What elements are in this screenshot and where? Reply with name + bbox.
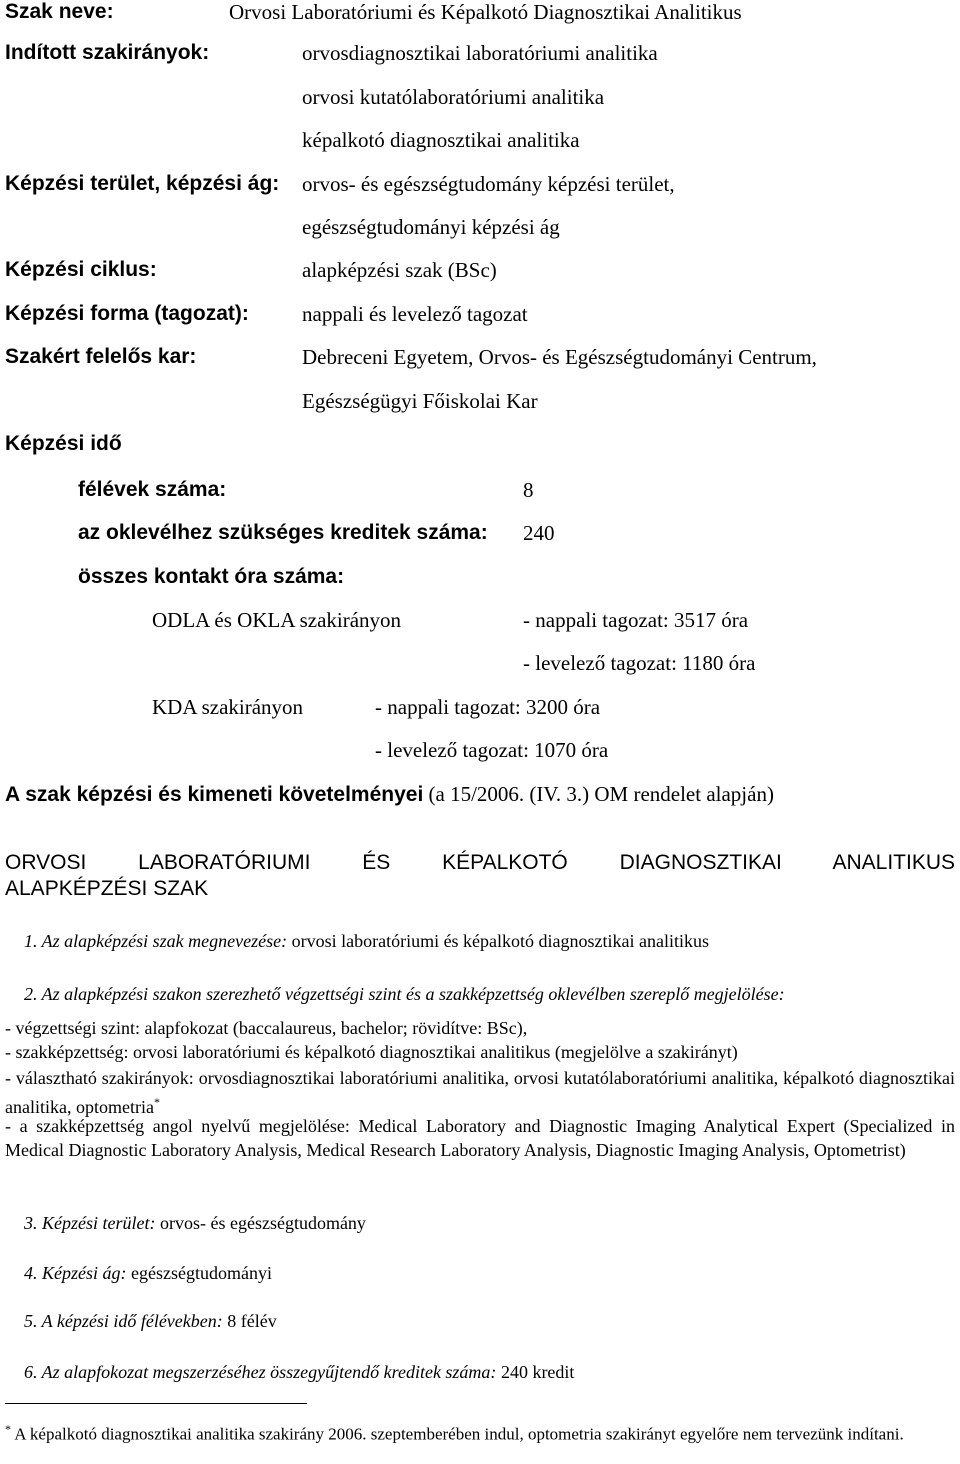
- credits-label: az oklevélhez szükséges kreditek száma:: [78, 521, 488, 544]
- spec-label: Indított szakirányok:: [5, 41, 210, 64]
- caps-title-line1: ORVOSI LABORATÓRIUMI ÉS KÉPALKOTÓ DIAGNOSZTIKAI ANALITIKUS: [5, 851, 955, 874]
- area-label: Képzési terület, képzési ág:: [5, 172, 280, 195]
- spec-item: orvosdiagnosztikai laboratóriumi analitika: [302, 41, 658, 65]
- contact-label: összes kontakt óra száma:: [78, 565, 345, 588]
- bullet-specializations: [5, 1066, 955, 1119]
- footnote-mark: *: [5, 1422, 11, 1436]
- cycle-value: alapképzési szak (BSc): [302, 258, 497, 282]
- item-3: [24, 1213, 366, 1234]
- name-label: Szak neve:: [5, 0, 114, 23]
- kda-corr: - levelező tagozat: 1070 óra: [375, 738, 609, 762]
- semesters-value: 8: [523, 478, 534, 502]
- spec-item: orvosi kutatólaboratóriumi analitika: [302, 85, 605, 109]
- kda-label: KDA szakirányon: [152, 695, 304, 719]
- bullet-english-name: - a szakképzettség angol nyelvű megjelölése: Medical Laboratory and Diagnostic Imaging Analytical Expert (Specialized in Medical Diagnostic Laboratory Analysis, Medical Research Laboratory Analysis, Diagnostic Imaging Analysis, Optometrist): [5, 1116, 955, 1160]
- item-5: [24, 1311, 277, 1332]
- duration-title: Képzési idő: [5, 432, 122, 455]
- item-1-value: orvosi laboratóriumi és képalkotó diagnosztikai analitikus: [287, 931, 710, 951]
- item-6: [24, 1362, 574, 1383]
- item-4-label: 4. Képzési ág:: [24, 1263, 127, 1283]
- item-3-value: orvos- és egészségtudomány: [155, 1213, 366, 1233]
- name-value: Orvosi Laboratóriumi és Képalkotó Diagnosztikai Analitikus: [229, 0, 742, 24]
- item-2-label: 2. Az alapképzési szakon szerezhető végzettségi szint és a szakképzettség oklevélben szereplő megjelölése:: [24, 984, 785, 1004]
- credits-value: 240: [523, 521, 555, 545]
- bullet-specializations-text: - választható szakirányok: orvosdiagnosztikai laboratóriumi analitika, orvosi kutatólaboratóriumi analitika, képalkotó diagnosztikai analitika, optometria: [5, 1068, 955, 1117]
- faculty-label: Szakért felelős kar:: [5, 345, 197, 368]
- cycle-label: Képzési ciklus:: [5, 258, 157, 281]
- requirements-heading: [5, 782, 774, 807]
- caps-title-line2: ALAPKÉPZÉSI SZAK: [5, 877, 209, 900]
- item-6-label: 6. Az alapfokozat megszerzéséhez összegyűjtendő kreditek száma:: [24, 1362, 497, 1382]
- item-3-label: 3. Képzési terület:: [24, 1213, 156, 1233]
- footnote: [5, 1418, 955, 1446]
- area-value: orvos- és egészségtudomány képzési terület,: [302, 172, 675, 196]
- requirements-heading-bold: A szak képzési és kimeneti követelményei: [5, 783, 424, 806]
- faculty-value: Debreceni Egyetem, Orvos- és Egészségtudományi Centrum,: [302, 345, 817, 369]
- requirements-heading-rest: (a 15/2006. (IV. 3.) OM rendelet alapján): [423, 782, 774, 806]
- item-5-label: 5. A képzési idő félévekben:: [24, 1311, 223, 1331]
- odla-day: - nappali tagozat: 3517 óra: [523, 608, 749, 632]
- form-value: nappali és levelező tagozat: [302, 302, 528, 326]
- area-value: egészségtudományi képzési ág: [302, 215, 560, 239]
- footnote-mark: *: [153, 1095, 160, 1109]
- item-5-value: 8 félév: [222, 1311, 277, 1331]
- item-1: [24, 931, 709, 952]
- item-6-value: 240 kredit: [496, 1362, 575, 1382]
- footnote-text: A képalkotó diagnosztikai analitika szakirány 2006. szeptemberében indul, optometria szakirányt egyelőre nem tervezünk indítani.: [11, 1424, 904, 1444]
- spec-item: képalkotó diagnosztikai analitika: [302, 128, 580, 152]
- item-4: [24, 1263, 272, 1284]
- semesters-label: félévek száma:: [78, 478, 227, 501]
- kda-day: - nappali tagozat: 3200 óra: [375, 695, 601, 719]
- item-4-value: egészségtudományi: [126, 1263, 272, 1283]
- bullet-level: - végzettségi szint: alapfokozat (baccalaureus, bachelor; rövidítve: BSc),: [5, 1018, 528, 1038]
- odla-corr: - levelező tagozat: 1180 óra: [523, 651, 756, 675]
- faculty-value: Egészségügyi Főiskolai Kar: [302, 389, 538, 413]
- form-label: Képzési forma (tagozat):: [5, 302, 249, 325]
- item-1-label: 1. Az alapképzési szak megnevezése:: [24, 931, 288, 951]
- odla-label: ODLA és OKLA szakirányon: [152, 608, 402, 632]
- footnote-separator: [5, 1403, 307, 1404]
- bullet-qualification: - szakképzettség: orvosi laboratóriumi és képalkotó diagnosztikai analitikus (megjelölve a szakirányt): [5, 1042, 738, 1062]
